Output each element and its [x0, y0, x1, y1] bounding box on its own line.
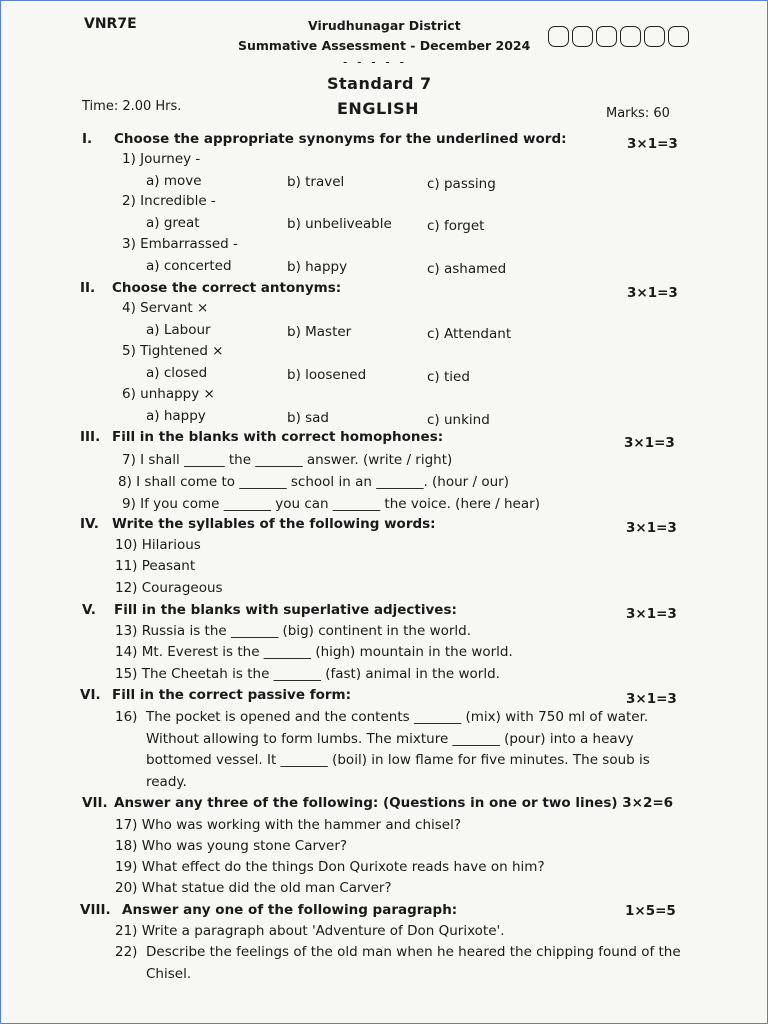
section-marks: 3×1=3	[626, 606, 677, 622]
question-number: 16)	[115, 709, 138, 725]
section-title: Answer any three of the following: (Questions in one or two lines)	[114, 795, 618, 811]
question-number: 9)	[122, 496, 136, 512]
section-number: VIII.	[80, 902, 111, 918]
question	[122, 193, 216, 209]
section-heading	[80, 429, 443, 445]
option: c) passing	[427, 176, 496, 192]
question-number: 8)	[118, 474, 132, 490]
section-number: V.	[82, 602, 96, 618]
question	[115, 923, 505, 939]
question	[115, 558, 195, 574]
question	[115, 580, 223, 596]
option: b) unbeliveable	[287, 216, 392, 232]
register-box	[668, 26, 689, 47]
register-box	[572, 26, 593, 47]
question-number: 15)	[115, 666, 138, 682]
option: c) ashamed	[427, 261, 507, 277]
option: a) closed	[146, 365, 208, 381]
question-text: Mt. Everest is the _______ (high) mountain in the world.	[141, 644, 513, 660]
option: b) Master	[287, 324, 352, 340]
section-title: Fill in the blanks with correct homophones:	[112, 429, 444, 445]
question-text: I shall ______ the _______ answer. (write / right)	[140, 452, 453, 468]
question	[115, 838, 347, 854]
section-title: Fill in the blanks with superlative adjectives:	[114, 602, 457, 618]
district-name: Virudhunagar District	[308, 18, 461, 33]
section-heading	[80, 687, 351, 703]
option: b) loosened	[287, 367, 367, 383]
section-marks: 3×1=3	[626, 691, 677, 707]
question-text: Courageous	[141, 580, 223, 596]
section-heading	[80, 902, 457, 918]
question	[122, 300, 208, 316]
question-text: Peasant	[141, 558, 196, 574]
question	[122, 151, 200, 167]
question-text: Write a paragraph about 'Adventure of Don Qurixote'.	[141, 923, 505, 939]
question	[115, 859, 545, 875]
option: a) move	[146, 173, 202, 189]
question-text: Who was working with the hammer and chisel?	[141, 817, 462, 833]
section-heading	[82, 602, 457, 618]
section-number: VI.	[80, 687, 101, 703]
question-number: 12)	[115, 580, 138, 596]
question-number: 3)	[122, 236, 136, 252]
question	[122, 343, 224, 359]
question-number: 20)	[115, 880, 138, 896]
question-text: I shall come to _______ school in an _______. (hour / our)	[136, 474, 509, 490]
question-text: What effect do the things Don Qurixote reads have on him?	[141, 859, 545, 875]
question	[115, 880, 392, 896]
question-text: Embarrassed -	[140, 236, 238, 252]
question-text: Describe the feelings of the old man when he heared the chipping found of the Chisel.	[146, 944, 681, 982]
register-box	[596, 26, 617, 47]
option: a) concerted	[146, 258, 232, 274]
question-number: 10)	[115, 537, 138, 553]
option: b) travel	[287, 174, 345, 190]
section-number: I.	[82, 131, 93, 147]
question-text: Hilarious	[141, 537, 201, 553]
assessment-title: Summative Assessment - December 2024	[238, 38, 531, 53]
question	[115, 644, 513, 660]
section-heading	[82, 795, 673, 811]
question-number: 2)	[122, 193, 136, 209]
question-text: Incredible -	[140, 193, 216, 209]
section-heading	[82, 131, 567, 147]
standard-label: Standard 7	[327, 74, 432, 93]
option: a) Labour	[146, 322, 211, 338]
section-title: Answer any one of the following paragraph:	[122, 902, 458, 918]
question	[115, 623, 471, 639]
divider-dashes: - - - - -	[343, 55, 407, 69]
question-text: The pocket is opened and the contents _______ (mix) with 750 ml of water. Without allowing to form lumbs. The mixture _______ (pour) into a heavy bottomed vessel. It _______ (boil) in low flame for five minutes. The soub is ready.	[146, 709, 650, 790]
question-text: Russia is the _______ (big) continent in the world.	[141, 623, 472, 639]
question-number: 11)	[115, 558, 138, 574]
question-number: 1)	[122, 151, 136, 167]
question	[122, 236, 238, 252]
question-text: Servant ×	[140, 300, 209, 316]
question	[115, 666, 500, 682]
question	[122, 452, 452, 468]
register-box	[644, 26, 665, 47]
section-number: VII.	[82, 795, 108, 811]
question-number: 4)	[122, 300, 136, 316]
option: c) forget	[427, 218, 485, 234]
question-number: 19)	[115, 859, 138, 875]
section-title: Write the syllables of the following words:	[112, 516, 436, 532]
question	[115, 537, 201, 553]
section-number: II.	[80, 280, 96, 296]
question-text: Tightened ×	[140, 343, 224, 359]
paper-code: VNR7E	[84, 16, 137, 32]
question-number: 17)	[115, 817, 138, 833]
section-title: Choose the correct antonyms:	[112, 280, 342, 296]
option: a) happy	[146, 408, 206, 424]
question-text: The Cheetah is the _______ (fast) animal in the world.	[141, 666, 500, 682]
register-box	[548, 26, 569, 47]
question	[118, 474, 509, 490]
option: a) great	[146, 215, 200, 231]
time-label: Time: 2.00 Hrs.	[82, 99, 182, 114]
question-number: 18)	[115, 838, 138, 854]
question-number: 21)	[115, 923, 138, 939]
question-text: unhappy ×	[140, 386, 215, 402]
option: c) Attendant	[427, 326, 512, 342]
section-heading	[80, 516, 436, 532]
section-title: Fill in the correct passive form:	[112, 687, 351, 703]
question-text: Journey -	[140, 151, 201, 167]
section-marks: 1×5=5	[625, 903, 676, 919]
question	[115, 817, 461, 833]
section-number: IV.	[80, 516, 99, 532]
question-text: What statue did the old man Carver?	[141, 880, 392, 896]
section-marks: 3×1=3	[627, 136, 678, 152]
option: c) unkind	[427, 412, 490, 428]
question-number: 14)	[115, 644, 138, 660]
section-marks: 3×1=3	[626, 520, 677, 536]
question-number: 22)	[115, 944, 138, 960]
option: b) happy	[287, 259, 348, 275]
total-marks: Marks: 60	[606, 106, 670, 121]
section-marks: 3×1=3	[624, 435, 675, 451]
question-number: 13)	[115, 623, 138, 639]
question-text: If you come _______ you can _______ the voice. (here / hear)	[140, 496, 540, 512]
question-text: Who was young stone Carver?	[141, 838, 348, 854]
option: b) sad	[287, 410, 330, 426]
section-title: Choose the appropriate synonyms for the underlined word:	[114, 131, 567, 147]
register-box	[620, 26, 641, 47]
question	[122, 496, 540, 512]
section-marks: 3×1=3	[627, 285, 678, 301]
subject-label: ENGLISH	[337, 99, 420, 118]
question	[122, 386, 215, 402]
section-heading	[80, 280, 341, 296]
question-number: 6)	[122, 386, 136, 402]
section-number: III.	[80, 429, 101, 445]
question-number: 5)	[122, 343, 136, 359]
register-number-boxes	[548, 26, 692, 47]
section-marks: 3×2=6	[622, 795, 674, 811]
question-number: 7)	[122, 452, 136, 468]
option: c) tied	[427, 369, 470, 385]
